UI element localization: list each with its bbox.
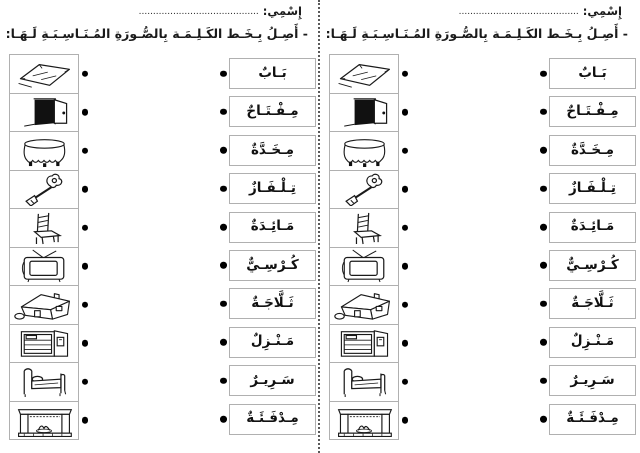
match-dot bbox=[402, 340, 409, 347]
match-dot bbox=[402, 186, 409, 193]
word-label: مِـخَـدَّةٌ bbox=[570, 141, 615, 158]
picture-cell-chair bbox=[329, 208, 399, 248]
word-label: تِـلْـفَـازٌ bbox=[569, 179, 616, 196]
word-cell bbox=[229, 250, 316, 281]
match-dot bbox=[402, 225, 409, 232]
word-label: ثَـلَّاجَـةٌ bbox=[251, 295, 294, 312]
match-dot bbox=[82, 225, 89, 232]
tv-image bbox=[12, 249, 76, 283]
instruction: ‏- أَصِـلُ بِـخَـط الكَـلِـمَـة بِالصُّـورَةِ المُـنَـاسِـبَـةِ لَـهَـا: bbox=[5, 26, 308, 41]
match-dot bbox=[82, 148, 89, 155]
name-label: إِسْمِي: bbox=[582, 4, 622, 18]
match-dot bbox=[402, 109, 409, 116]
picture-cell-pillow bbox=[329, 54, 399, 94]
match-dot bbox=[402, 148, 409, 155]
match-dot bbox=[540, 339, 547, 346]
word-label: سَـرِيـرٌ bbox=[250, 371, 295, 388]
word-label: مَـائِـدَةٌ bbox=[570, 218, 615, 235]
match-dot bbox=[402, 417, 409, 424]
name-blank: .......................................... bbox=[458, 7, 579, 17]
match-dot bbox=[402, 302, 409, 309]
word-label: بَـابٌ bbox=[258, 64, 287, 81]
match-dot bbox=[82, 263, 89, 270]
match-dot bbox=[220, 147, 227, 154]
word-cell bbox=[549, 212, 636, 243]
word-label: مِـدْفَـئَـةٌ bbox=[246, 410, 299, 427]
name-line bbox=[139, 4, 302, 18]
chair-image bbox=[332, 211, 396, 245]
house-image bbox=[332, 288, 396, 322]
word-label: مَـنْـزِلٌ bbox=[570, 333, 615, 350]
match-dot bbox=[220, 185, 227, 192]
name-line bbox=[459, 4, 622, 18]
house-image bbox=[12, 288, 76, 322]
match-dot bbox=[540, 70, 547, 77]
key-image bbox=[12, 172, 76, 206]
match-dot bbox=[540, 416, 547, 423]
fireplace-image bbox=[12, 403, 76, 437]
page-divider-dotted-line bbox=[318, 0, 320, 453]
match-dot bbox=[82, 109, 89, 116]
word-cell bbox=[549, 58, 636, 89]
picture-cell-tv bbox=[329, 247, 399, 287]
word-label: مَـائِـدَةٌ bbox=[250, 218, 295, 235]
word-cell bbox=[229, 365, 316, 396]
picture-column bbox=[9, 54, 79, 440]
word-cell bbox=[549, 135, 636, 166]
picture-cell-tv bbox=[9, 247, 79, 287]
match-dot bbox=[82, 71, 89, 78]
door-image bbox=[12, 95, 76, 129]
word-cell bbox=[549, 327, 636, 358]
picture-cell-key bbox=[329, 170, 399, 210]
word-cell bbox=[229, 135, 316, 166]
match-dot bbox=[540, 224, 547, 231]
worksheet-page-right bbox=[320, 0, 640, 453]
match-dot bbox=[220, 339, 227, 346]
picture-cell-door bbox=[329, 93, 399, 133]
door-image bbox=[332, 95, 396, 129]
word-label: مِـفْـتَـاحٌ bbox=[566, 103, 619, 120]
match-dot bbox=[82, 417, 89, 424]
fireplace-image bbox=[332, 403, 396, 437]
picture-cell-house bbox=[329, 285, 399, 325]
match-dot bbox=[82, 186, 89, 193]
match-dot bbox=[220, 109, 227, 116]
picture-cell-bed bbox=[9, 362, 79, 402]
picture-cell-house bbox=[9, 285, 79, 325]
picture-cell-pillow bbox=[9, 54, 79, 94]
picture-cell-door bbox=[9, 93, 79, 133]
bed-image bbox=[12, 365, 76, 399]
word-label: كُـرْسِـيٌّ bbox=[246, 256, 299, 273]
word-cell bbox=[549, 250, 636, 281]
word-cell bbox=[549, 404, 636, 435]
match-dot bbox=[220, 377, 227, 384]
picture-cell-chair bbox=[9, 208, 79, 248]
matching-area bbox=[0, 54, 320, 446]
word-cell bbox=[229, 212, 316, 243]
word-label: ثَـلَّاجَـةٌ bbox=[571, 295, 614, 312]
match-dot bbox=[540, 109, 547, 116]
matching-area bbox=[320, 54, 640, 446]
picture-cell-table bbox=[329, 131, 399, 171]
match-dot bbox=[82, 302, 89, 309]
word-label: مَـنْـزِلٌ bbox=[250, 333, 295, 350]
fridge-image bbox=[332, 326, 396, 360]
picture-cell-table bbox=[9, 131, 79, 171]
pillow-image bbox=[332, 57, 396, 91]
match-dot bbox=[82, 340, 89, 347]
tv-image bbox=[332, 249, 396, 283]
word-cell bbox=[229, 288, 316, 319]
picture-cell-fridge bbox=[329, 324, 399, 364]
match-dot bbox=[220, 224, 227, 231]
match-dot bbox=[220, 262, 227, 269]
instruction: ‏- أَصِـلُ بِـخَـط الكَـلِـمَـة بِالصُّـورَةِ المُـنَـاسِـبَـةِ لَـهَـا: bbox=[325, 26, 628, 41]
picture-cell-key bbox=[9, 170, 79, 210]
fridge-image bbox=[12, 326, 76, 360]
word-label: مِـفْـتَـاحٌ bbox=[246, 103, 299, 120]
picture-cell-fireplace bbox=[329, 401, 399, 441]
key-image bbox=[332, 172, 396, 206]
match-dot bbox=[540, 185, 547, 192]
name-blank: .......................................... bbox=[138, 7, 259, 17]
picture-column bbox=[329, 54, 399, 440]
word-column bbox=[549, 54, 636, 435]
word-label: كُـرْسِـيٌّ bbox=[566, 256, 619, 273]
word-cell bbox=[549, 288, 636, 319]
word-cell bbox=[549, 173, 636, 204]
word-cell bbox=[229, 404, 316, 435]
match-dot bbox=[220, 301, 227, 308]
word-label: مِـخَـدَّةٌ bbox=[250, 141, 295, 158]
table-image bbox=[12, 134, 76, 168]
word-cell bbox=[229, 173, 316, 204]
word-label: سَـرِيـرٌ bbox=[570, 371, 615, 388]
match-dot bbox=[402, 263, 409, 270]
word-label: مِـدْفَـئَـةٌ bbox=[566, 410, 619, 427]
chair-image bbox=[12, 211, 76, 245]
word-cell bbox=[549, 96, 636, 127]
match-dot bbox=[540, 301, 547, 308]
match-dot bbox=[82, 379, 89, 386]
bed-image bbox=[332, 365, 396, 399]
word-label: بَـابٌ bbox=[578, 64, 607, 81]
picture-cell-fireplace bbox=[9, 401, 79, 441]
word-cell bbox=[229, 327, 316, 358]
word-column bbox=[229, 54, 316, 435]
match-dot bbox=[540, 262, 547, 269]
match-dot bbox=[402, 71, 409, 78]
match-dot bbox=[220, 416, 227, 423]
pillow-image bbox=[12, 57, 76, 91]
picture-cell-fridge bbox=[9, 324, 79, 364]
name-label: إِسْمِي: bbox=[262, 4, 302, 18]
table-image bbox=[332, 134, 396, 168]
word-cell bbox=[229, 58, 316, 89]
match-dot bbox=[540, 147, 547, 154]
word-cell bbox=[549, 365, 636, 396]
match-dot bbox=[540, 377, 547, 384]
match-dot bbox=[402, 379, 409, 386]
picture-cell-bed bbox=[329, 362, 399, 402]
match-dot bbox=[220, 70, 227, 77]
word-label: تِـلْـفَـازٌ bbox=[249, 179, 296, 196]
word-cell bbox=[229, 96, 316, 127]
